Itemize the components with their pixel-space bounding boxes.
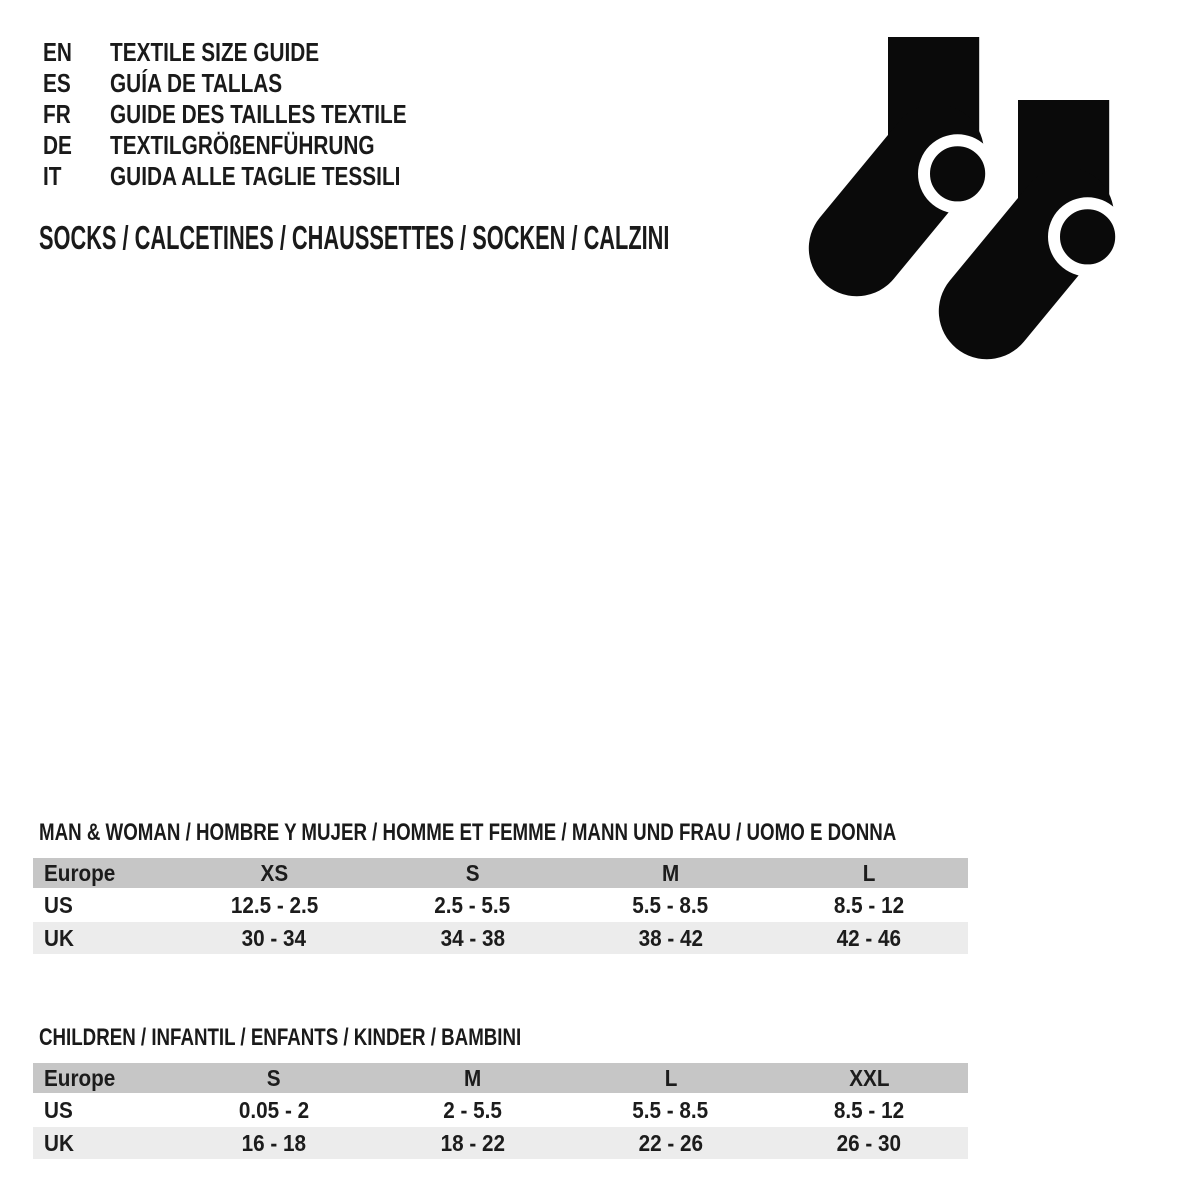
column-header-europe: Europe — [44, 859, 116, 886]
uk-sizes-row — [33, 1127, 968, 1159]
language-label: GUÍA DE TALLAS — [110, 68, 283, 98]
size-value-cell: 30 - 34 — [241, 924, 307, 951]
language-row — [43, 99, 481, 130]
size-value-cell: 5.5 - 8.5 — [632, 1096, 709, 1123]
column-header-europe: Europe — [44, 1064, 116, 1091]
language-list — [43, 37, 481, 192]
language-row — [43, 161, 481, 192]
size-value-cell: 38 - 42 — [638, 924, 703, 951]
column-header-l: L — [664, 1064, 677, 1091]
product-category-text: SOCKS / CALCETINES / CHAUSSETTES / SOCKEN / CALZINI — [39, 219, 670, 256]
language-code: ES — [43, 68, 71, 98]
column-header-xxl: XXL — [848, 1064, 889, 1091]
language-row — [43, 68, 481, 99]
table-header-row — [33, 858, 968, 888]
size-value-cell: 0.05 - 2 — [239, 1096, 310, 1123]
column-header-xs: XS — [260, 859, 288, 886]
size-value-cell: 8.5 - 12 — [833, 1096, 904, 1123]
language-label: TEXTILE SIZE GUIDE — [110, 37, 320, 67]
size-value-cell: 5.5 - 8.5 — [632, 891, 709, 918]
size-value-cell: 8.5 - 12 — [833, 891, 904, 918]
us-sizes-row — [33, 1093, 968, 1127]
column-header-l: L — [862, 859, 876, 886]
language-code: FR — [43, 99, 71, 129]
language-row — [43, 130, 481, 161]
language-label: GUIDE DES TAILLES TEXTILE — [110, 99, 407, 129]
mens-womens-size-section — [33, 820, 968, 954]
size-value-cell: 2.5 - 5.5 — [434, 891, 511, 918]
language-label: TEXTILGRÖßENFÜHRUNG — [110, 130, 375, 160]
children-size-section — [33, 1025, 968, 1159]
column-header-m: M — [661, 859, 680, 886]
table-header-row — [33, 1063, 968, 1093]
size-value-cell: 34 - 38 — [440, 924, 505, 951]
size-value-cell: 2 - 5.5 — [443, 1096, 502, 1123]
size-value-cell: 16 - 18 — [241, 1129, 307, 1156]
region-label: UK — [44, 1129, 74, 1156]
language-row — [43, 37, 481, 68]
mens-womens-size-title — [39, 820, 968, 846]
us-sizes-row — [33, 888, 968, 922]
children-size-title — [39, 1025, 968, 1051]
uk-sizes-row — [33, 922, 968, 954]
children-size-table — [33, 1063, 968, 1159]
language-code: DE — [43, 130, 72, 160]
region-label: US — [44, 891, 73, 918]
size-value-cell: 42 - 46 — [836, 924, 902, 951]
size-value-cell: 26 - 30 — [836, 1129, 902, 1156]
column-header-m: M — [463, 1064, 481, 1091]
children-title-text: CHILDREN / INFANTIL / ENFANTS / KINDER / BAMBINI — [39, 1024, 522, 1051]
language-label: GUIDA ALLE TAGLIE TESSILI — [110, 161, 401, 191]
column-header-s: S — [465, 859, 480, 886]
size-value-cell: 22 - 26 — [638, 1129, 703, 1156]
socks-icon — [795, 22, 1140, 367]
size-value-cell: 18 - 22 — [440, 1129, 505, 1156]
region-label: US — [44, 1096, 73, 1123]
language-code: EN — [43, 37, 72, 67]
size-value-cell: 12.5 - 2.5 — [230, 891, 318, 918]
column-header-s: S — [267, 1064, 282, 1091]
mens-womens-size-table — [33, 858, 968, 954]
mens-womens-title-text: MAN & WOMAN / HOMBRE Y MUJER / HOMME ET FEMME / MANN UND FRAU / UOMO E DONNA — [39, 819, 897, 846]
language-code: IT — [43, 161, 62, 191]
region-label: UK — [44, 924, 74, 951]
